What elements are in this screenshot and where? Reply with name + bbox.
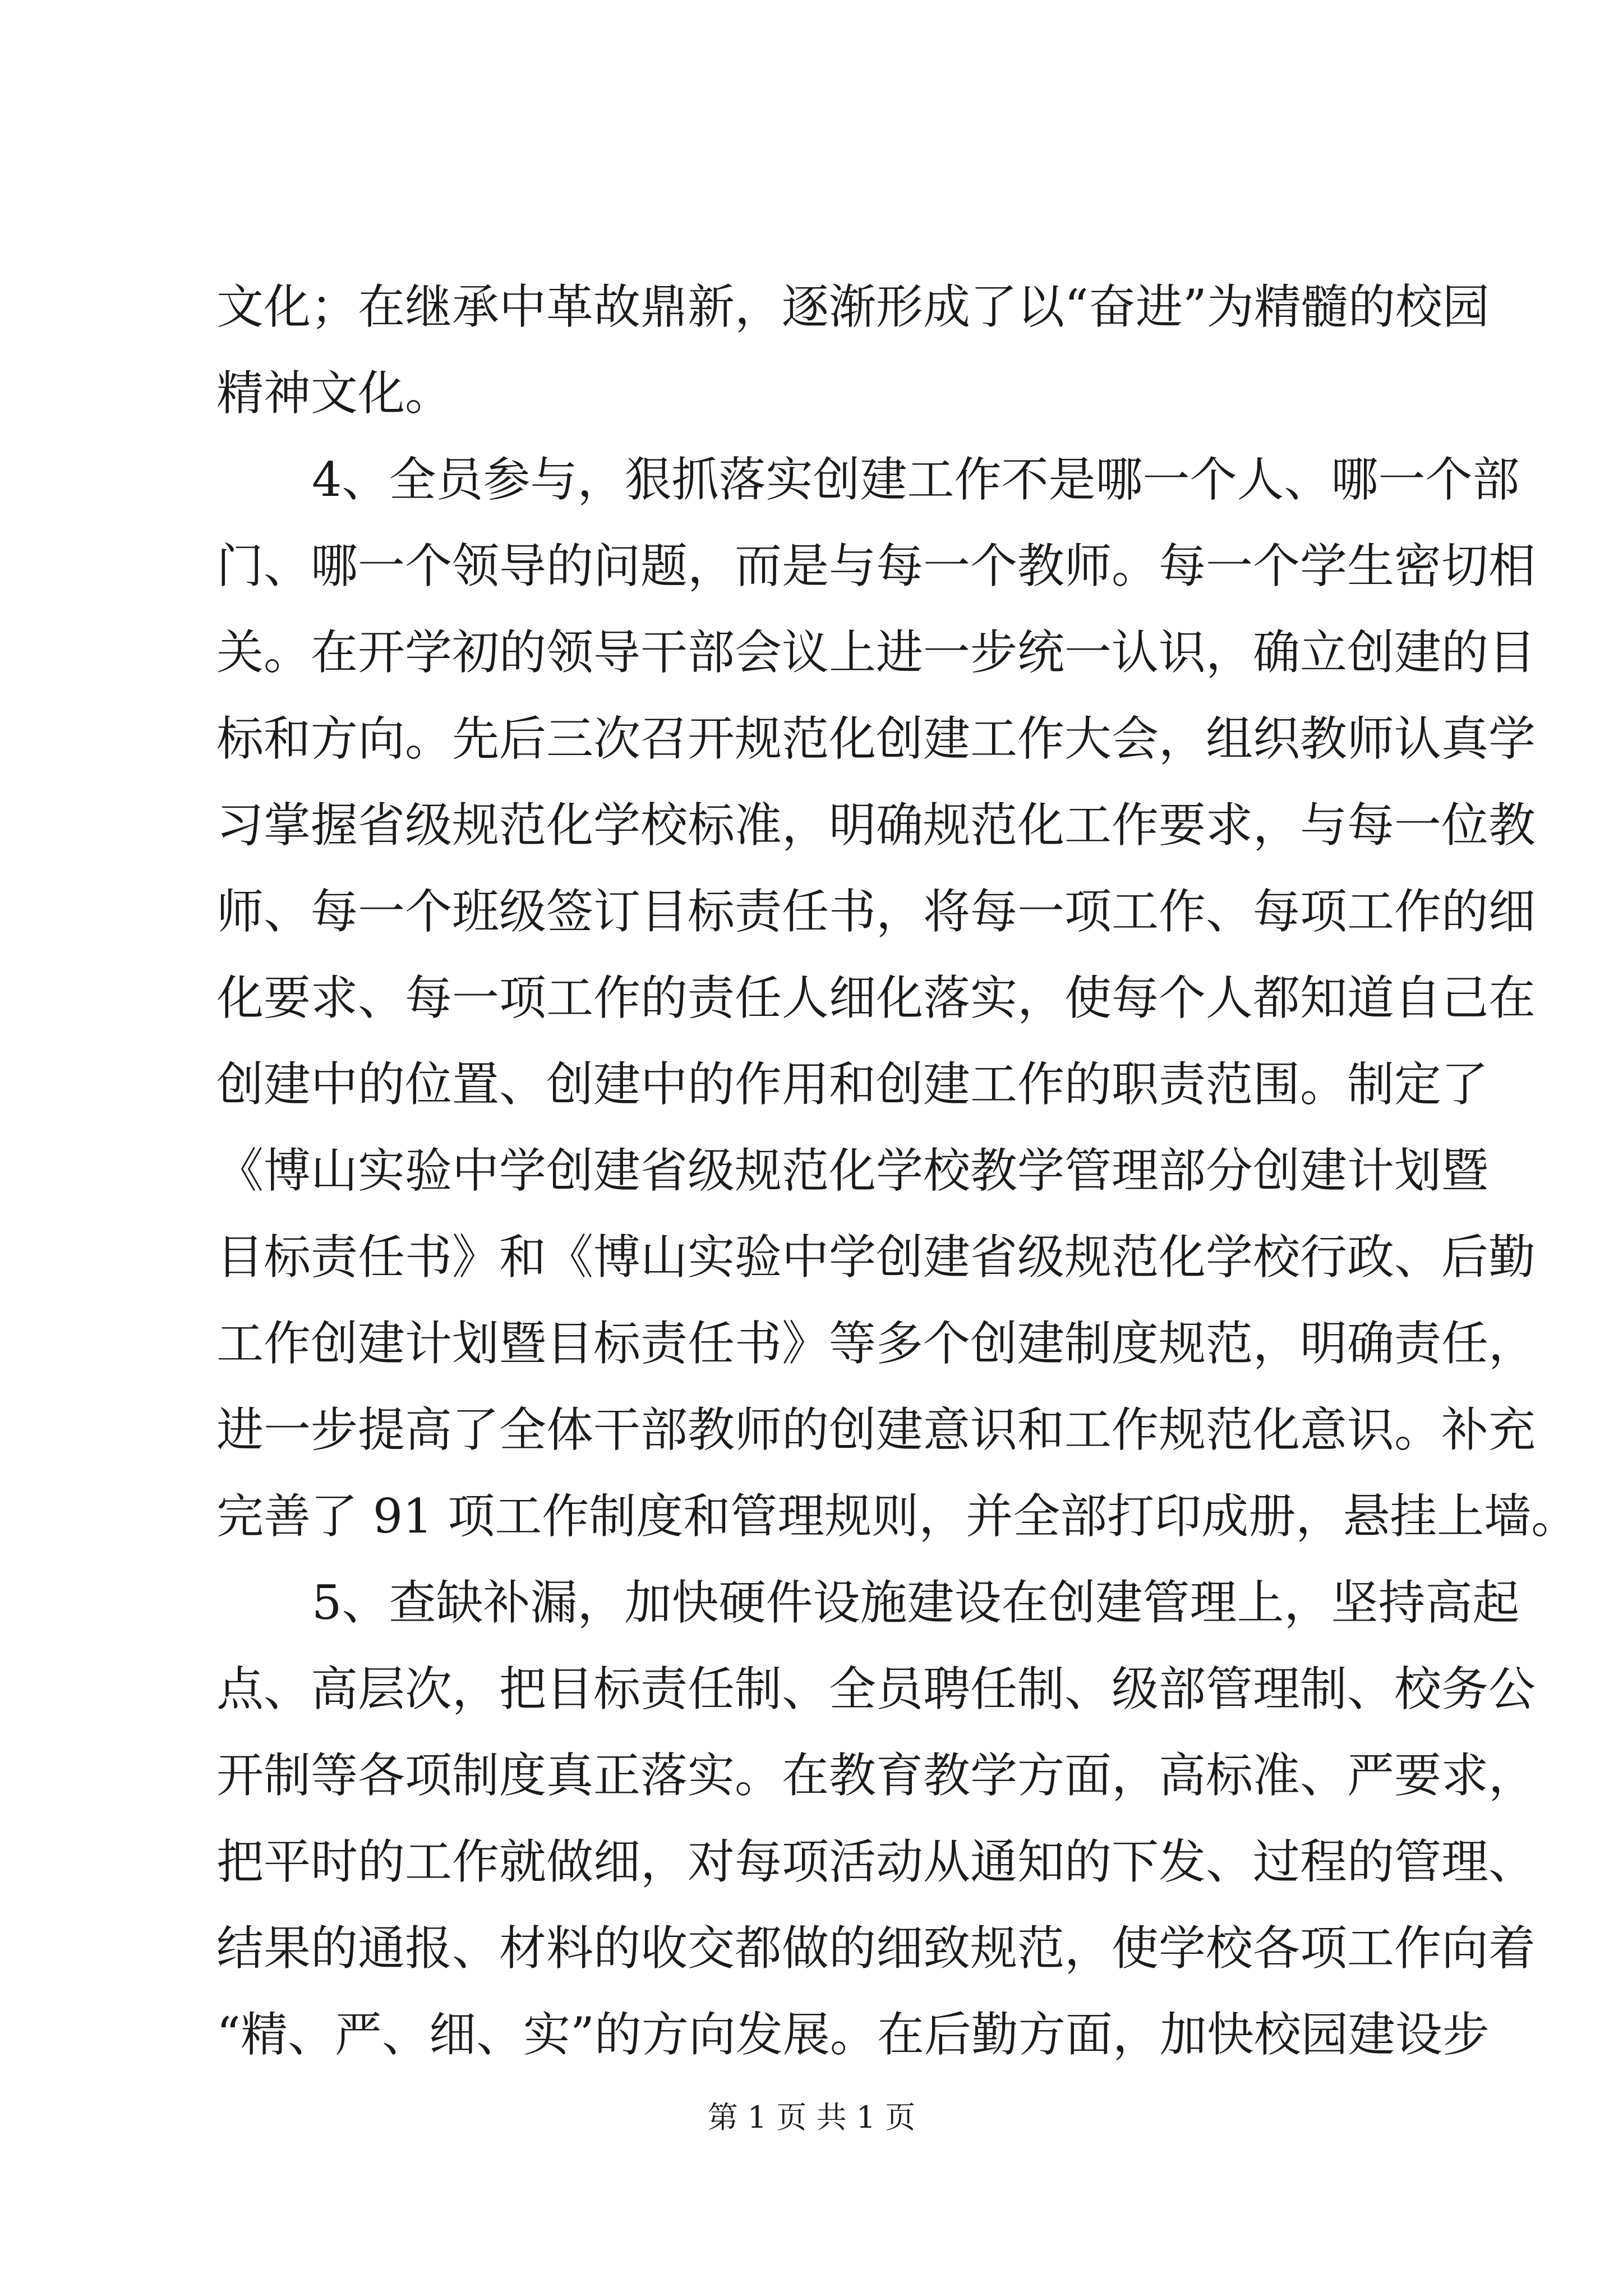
page-footer: 第 1 页 共 1 页 <box>707 2100 916 2135</box>
text-line: 关。在开学初的领导干部会议上进一步统一认识，确立创建的目 <box>216 625 1536 680</box>
text-line: 开制等各项制度真正落实。在教育教学方面，高标准、严要求， <box>216 1748 1536 1803</box>
paragraph-start-line: 4、全员参与，狠抓落实创建工作不是哪一个人、哪一个部 <box>312 452 1520 507</box>
text-line: 文化；在继承中革故鼎新，逐渐形成了以“奋进”为精髓的校园 <box>216 279 1490 334</box>
text-line: 点、高层次，把目标责任制、全员聘任制、级部管理制、校务公 <box>216 1662 1536 1717</box>
text-line: 《博山实验中学创建省级规范化学校教学管理部分创建计划暨 <box>216 1143 1489 1198</box>
text-line: 完善了 91 项工作制度和管理规则，并全部打印成册，悬挂上墙。 <box>216 1489 1579 1544</box>
text-line: 目标责任书》和《博山实验中学创建省级规范化学校行政、后勤 <box>216 1230 1536 1285</box>
text-line: 精神文化。 <box>216 366 453 421</box>
text-line: “精、严、细、实”的方向发展。在后勤方面，加快校园建设步 <box>216 2007 1490 2062</box>
text-line: 标和方向。先后三次召开规范化创建工作大会，组织教师认真学 <box>216 711 1536 766</box>
paragraph-start-line: 5、查缺补漏，加快硬件设施建设在创建管理上，坚持高起 <box>312 1575 1520 1630</box>
text-line: 师、每一个班级签订目标责任书，将每一项工作、每项工作的细 <box>216 884 1536 939</box>
text-line: 进一步提高了全体干部教师的创建意识和工作规范化意识。补充 <box>216 1402 1536 1457</box>
text-line: 创建中的位置、创建中的作用和创建工作的职责范围。制定了 <box>216 1057 1489 1112</box>
document-body <box>216 264 1579 2078</box>
text-line: 结果的通报、材料的收交都做的细致规范，使学校各项工作向着 <box>216 1921 1536 1976</box>
text-line: 工作创建计划暨目标责任书》等多个创建制度规范，明确责任， <box>216 1316 1536 1371</box>
text-line: 门、哪一个领导的问题，而是与每一个教师。每一个学生密切相 <box>216 539 1536 593</box>
text-line: 习掌握省级规范化学校标准，明确规范化工作要求，与每一位教 <box>216 798 1536 853</box>
text-line: 化要求、每一项工作的责任人细化落实，使每个人都知道自己在 <box>216 970 1536 1025</box>
text-line: 把平时的工作就做细，对每项活动从通知的下发、过程的管理、 <box>216 1834 1536 1889</box>
